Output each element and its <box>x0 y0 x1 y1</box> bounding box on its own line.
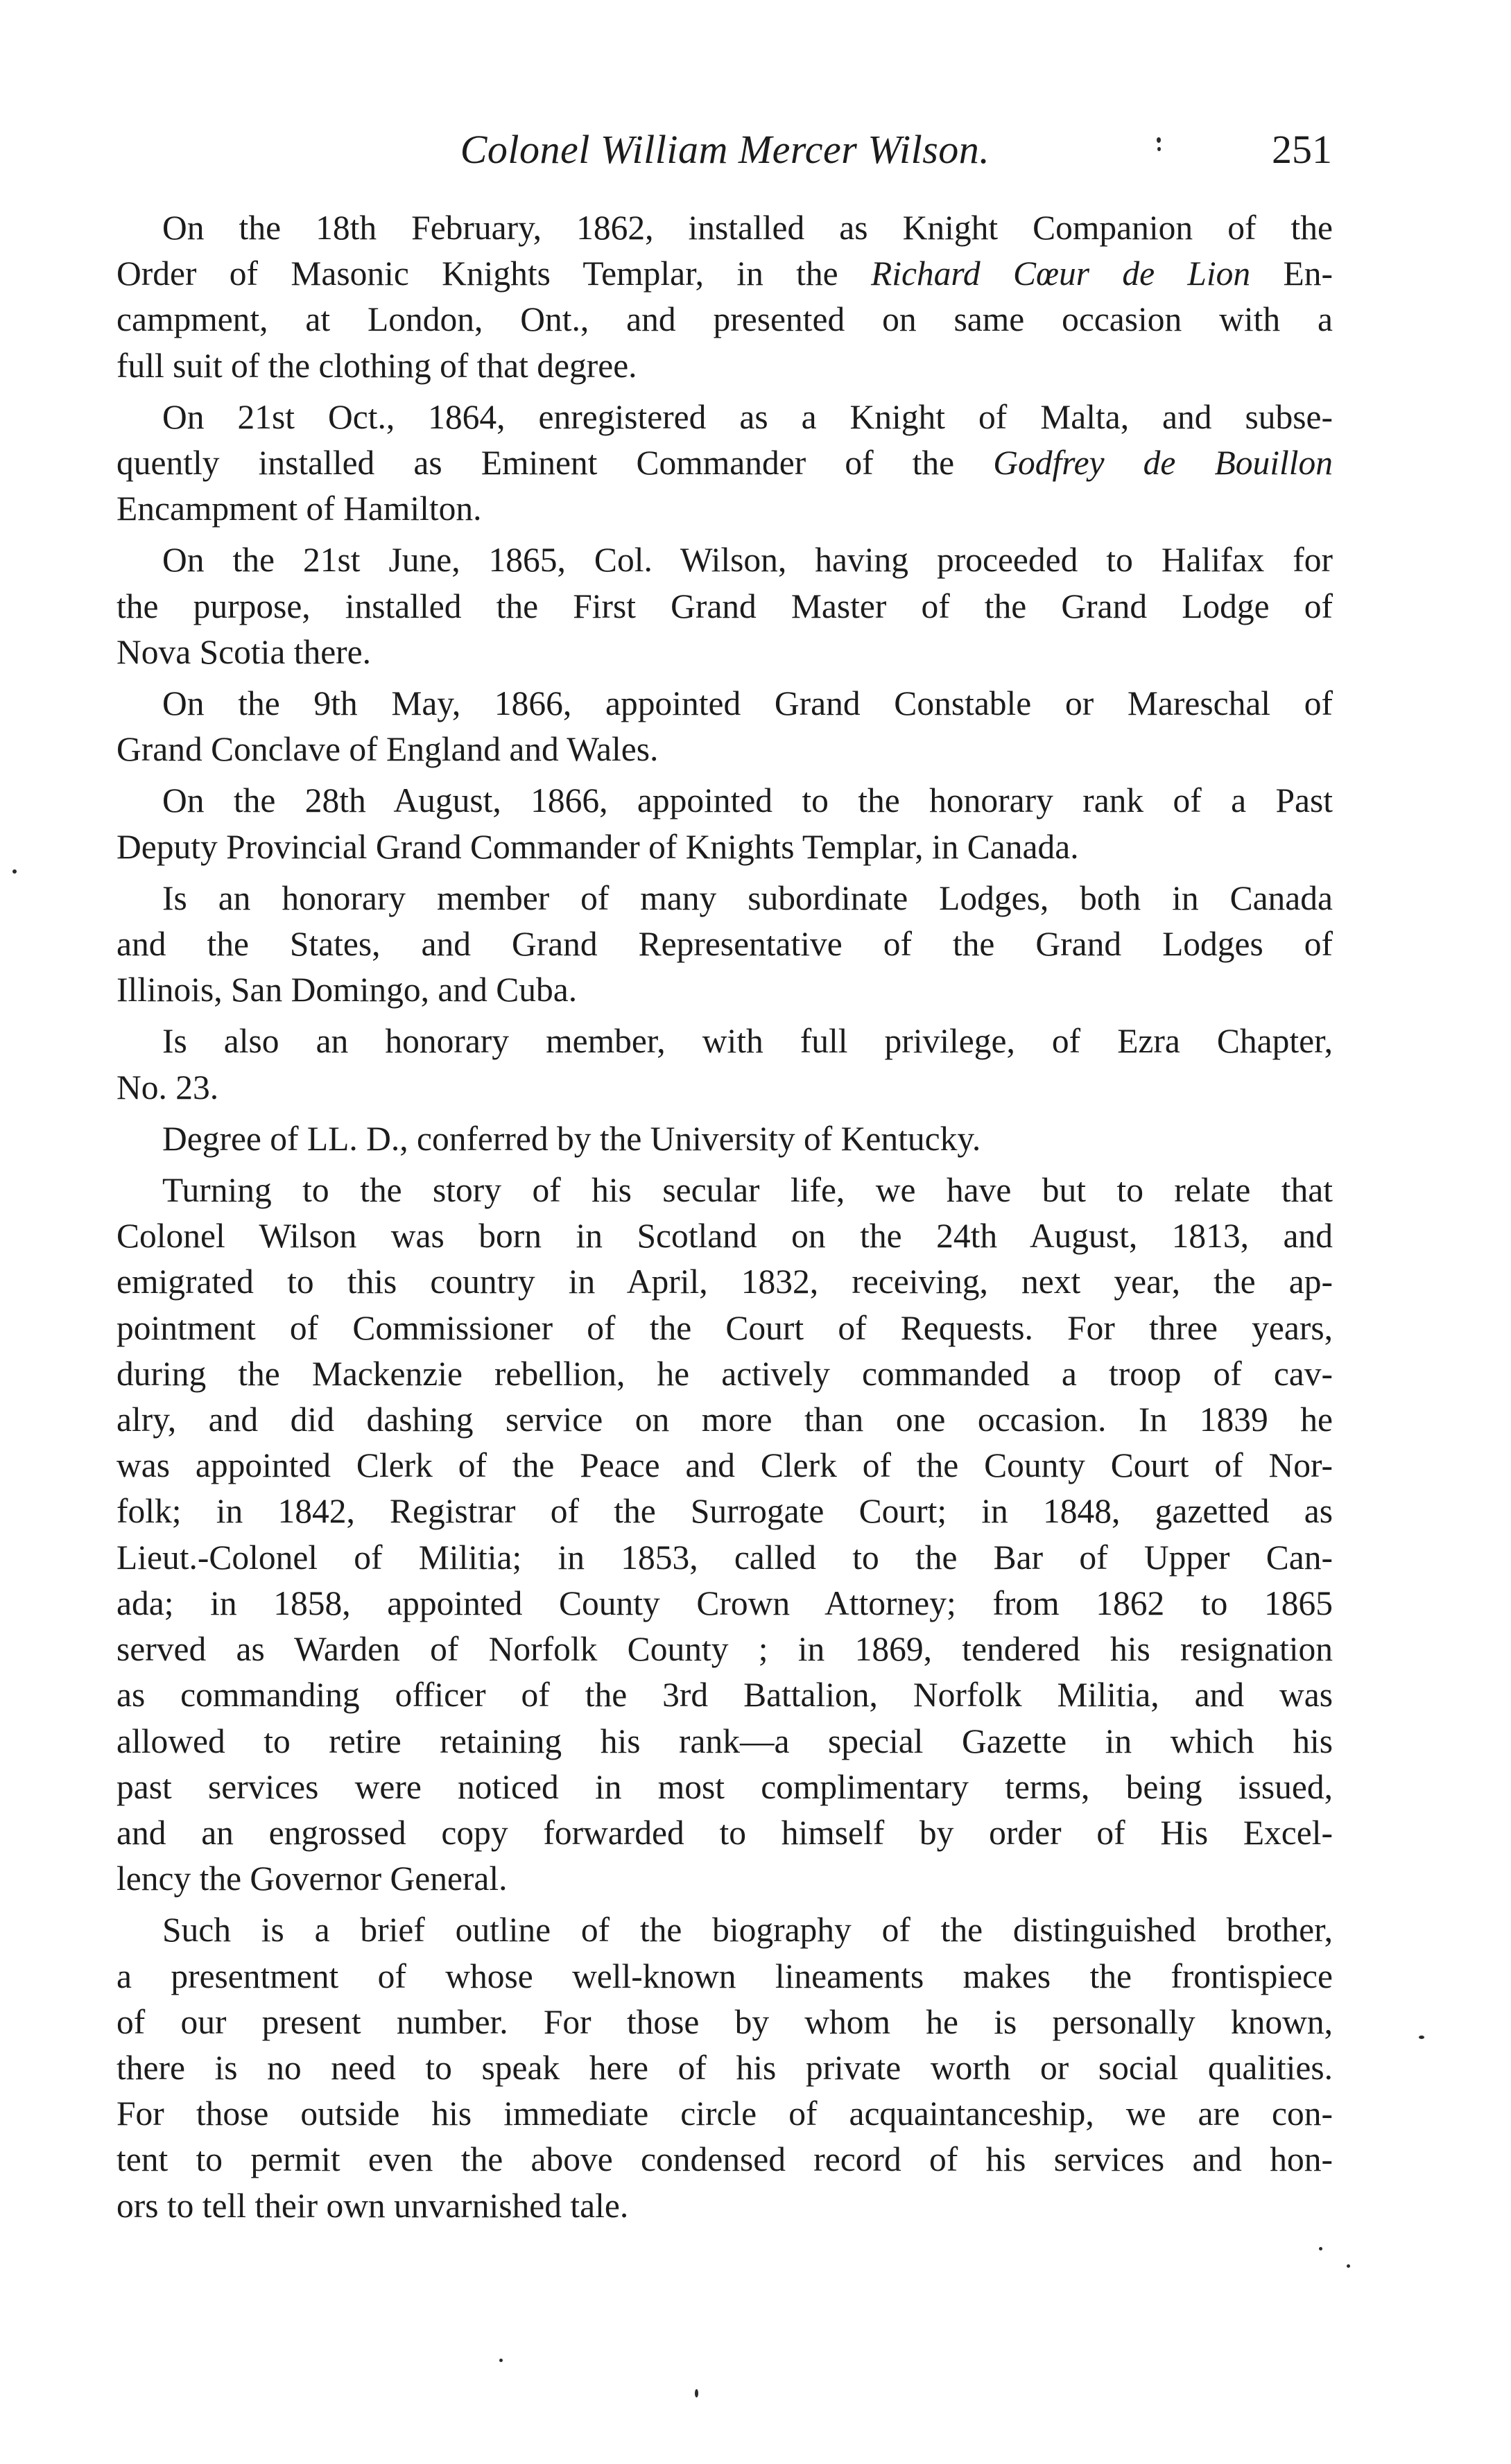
text-line: Such is a brief outline of the biography of the distinguished brother, <box>162 1911 1333 1950</box>
text-line: and an engrossed copy forwarded to himself by order of His Excel- <box>116 1813 1333 1852</box>
text-line: allowed to retire retaining his rank—a special Gazette in which his <box>116 1721 1333 1760</box>
paragraph <box>116 537 1333 675</box>
text-line: full suit of the clothing of that degree. <box>116 346 637 385</box>
text-line: a presentment of whose well-known lineaments makes the frontispiece <box>116 1957 1333 1995</box>
text-line: On 21st Oct., 1864, enregistered as a Knight of Malta, and subse- <box>162 397 1333 436</box>
text-line: Order of Masonic Knights Templar, in the Richard Cœur de Lion En- <box>116 254 1333 293</box>
text-line: Is also an honorary member, with full privilege, of Ezra Chapter, <box>162 1022 1333 1061</box>
text-line: pointment of Commissioner of the Court of Requests. For three years, <box>116 1308 1333 1347</box>
text-line: during the Mackenzie rebellion, he actively commanded a troop of cav- <box>116 1354 1333 1393</box>
paragraph <box>116 876 1333 1014</box>
paragraph <box>116 1168 1333 1902</box>
text-line: was appointed Clerk of the Peace and Clerk of the County Court of Nor- <box>116 1446 1333 1485</box>
paragraph <box>116 778 1333 869</box>
scan-speck <box>1157 147 1161 151</box>
scan-speck <box>1419 2036 1424 2039</box>
text-line: On the 9th May, 1866, appointed Grand Constable or Mareschal of <box>162 684 1333 723</box>
text-line: emigrated to this country in April, 1832, receiving, next year, the ap- <box>116 1263 1333 1301</box>
text-line: On the 21st June, 1865, Col. Wilson, having proceeded to Halifax for <box>162 541 1333 580</box>
text-line: there is no need to speak here of his private worth or social qualities. <box>116 2048 1333 2087</box>
text-line: Is an honorary member of many subordinate Lodges, both in Canada <box>162 878 1333 917</box>
text-line: Degree of LL. D., conferred by the University of Kentucky. <box>162 1119 981 1158</box>
text-line: Illinois, San Domingo, and Cuba. <box>116 971 578 1009</box>
text-line: served as Warden of Norfolk County ; in 1869, tendered his resignation <box>116 1630 1333 1669</box>
text-line: past services were noticed in most complimentary terms, being issued, <box>116 1767 1333 1806</box>
text-line: tent to permit even the above condensed record of his services and hon- <box>116 2140 1333 2179</box>
scan-speck <box>12 869 17 874</box>
text-line: Colonel Wilson was born in Scotland on the 24th August, 1813, and <box>116 1217 1333 1256</box>
scan-speck <box>499 2359 503 2362</box>
text-line: quently installed as Eminent Commander of the Godfrey de Bouillon <box>116 444 1333 483</box>
text-line: of our present number. For those by whom he is personally known, <box>116 2002 1333 2041</box>
running-head <box>118 126 1332 182</box>
text-line: folk; in 1842, Registrar of the Surrogate Court; in 1848, gazetted as <box>116 1492 1333 1531</box>
scan-speck <box>1319 2247 1322 2250</box>
scan-speck <box>1347 2264 1350 2268</box>
body-text <box>116 205 1333 2235</box>
text-line: lency the Governor General. <box>116 1859 508 1898</box>
text-line: On the 28th August, 1866, appointed to the honorary rank of a Past <box>162 781 1333 820</box>
paragraph <box>116 394 1333 532</box>
text-line: Nova Scotia there. <box>116 632 371 671</box>
text-line: ada; in 1858, appointed County Crown Attorney; from 1862 to 1865 <box>116 1584 1333 1622</box>
scan-speck <box>695 2389 698 2397</box>
text-line: and the States, and Grand Representative of the Grand Lodges of <box>116 925 1333 964</box>
text-line: Lieut.-Colonel of Militia; in 1853, called to the Bar of Upper Can- <box>116 1538 1333 1577</box>
text-line: Turning to the story of his secular life, we have but to relate that <box>162 1171 1333 1210</box>
paragraph <box>116 1907 1333 2228</box>
text-line: Deputy Provincial Grand Commander of Knights Templar, in Canada. <box>116 827 1079 866</box>
paragraph <box>116 681 1333 772</box>
paragraph <box>116 1116 1333 1162</box>
text-line: For those outside his immediate circle of acquaintanceship, we are con- <box>116 2094 1333 2133</box>
text-line: Grand Conclave of England and Wales. <box>116 730 659 769</box>
page-number: 251 <box>1272 127 1332 172</box>
text-line: Encampment of Hamilton. <box>116 489 482 528</box>
text-line: as commanding officer of the 3rd Battalion, Norfolk Militia, and was <box>116 1676 1333 1715</box>
italic-name: Godfrey de Bouillon <box>993 444 1333 483</box>
paragraph <box>116 205 1333 389</box>
text-line: campment, at London, Ont., and presented on same occasion with a <box>116 300 1333 339</box>
text-line: On the 18th February, 1862, installed as Knight Companion of the <box>162 209 1333 247</box>
text-line: No. 23. <box>116 1068 219 1107</box>
paragraph <box>116 1018 1333 1110</box>
running-title: Colonel William Mercer Wilson. <box>460 127 990 172</box>
text-line: alry, and did dashing service on more than one occasion. In 1839 he <box>116 1400 1333 1439</box>
scan-speck <box>1157 137 1161 143</box>
text-line: the purpose, installed the First Grand Master of the Grand Lodge of <box>116 587 1333 625</box>
italic-name: Richard Cœur de Lion <box>870 254 1251 293</box>
text-line: ors to tell their own unvarnished tale. <box>116 2186 629 2225</box>
